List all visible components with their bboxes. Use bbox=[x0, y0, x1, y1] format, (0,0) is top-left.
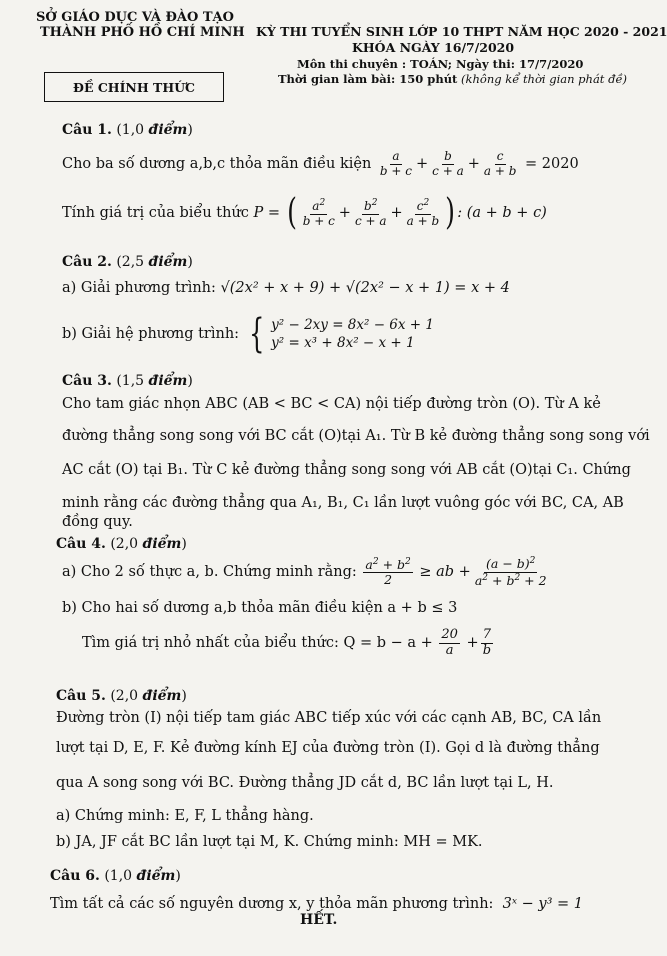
q5-line2: lượt tại D, E, F. Kẻ đường kính EJ của đường tròn (I). Gọi d là đường thẳng bbox=[56, 740, 600, 756]
q6-title: Câu 6. (1,0 điểm) bbox=[50, 868, 181, 884]
header-left-line1: SỞ GIÁO DỤC VÀ ĐÀO TẠO bbox=[36, 10, 234, 25]
q5-a: a) Chứng minh: E, F, L thẳng hàng. bbox=[56, 808, 314, 824]
q4-b: b) Cho hai số dương a,b thỏa mãn điều kiện a + b ≤ 3 bbox=[62, 600, 458, 616]
q3-line4: minh rằng các đường thẳng qua A₁, B₁, C₁ lần lượt vuông góc với BC, CA, AB bbox=[62, 495, 624, 511]
q2-b: b) Giải hệ phương trình: { y² − 2xy = 8x² − 6x + 1 y² = x³ + 8x² − x + 1 bbox=[62, 311, 434, 357]
end-marker: HẾT. bbox=[300, 912, 338, 928]
q2-b-eq1: y² − 2xy = 8x² − 6x + 1 bbox=[271, 316, 434, 333]
q5-title: Câu 5. (2,0 điểm) bbox=[56, 688, 187, 704]
header-right-line2: KHÓA NGÀY 16/7/2020 bbox=[352, 40, 515, 55]
q5-line1: Đường tròn (I) nội tiếp tam giác ABC tiếp xúc với các cạnh AB, BC, CA lần bbox=[56, 710, 602, 726]
q1-line2: Tính giá trị của biểu thức P = ( $\frac{a^2}{b + c}$ + $\frac{b^2}{c + a}$ + $\frac{c^2}{a + b}$ ) : (a + b + c) bbox=[62, 192, 547, 234]
q3-line1: Cho tam giác nhọn ABC (AB < BC < CA) nội tiếp đường tròn (O). Từ A kẻ bbox=[62, 396, 601, 412]
q2-a: a) Giải phương trình: √(2x² + x + 9) + √(2x² − x + 1) = x + 4 bbox=[62, 280, 510, 296]
header-right-line4: Thời gian làm bài: 150 phút (không kể thời gian phát đề) bbox=[278, 72, 628, 86]
q4-c: Tìm giá trị nhỏ nhất của biểu thức: Q = b − a + $\frac{20}{a}$ + $\frac{7}{b}$ bbox=[82, 627, 492, 658]
q3-line2: đường thẳng song song với BC cắt (O)tại A₁. Từ B kẻ đường thẳng song song với bbox=[62, 428, 650, 444]
header-right-line3: Môn thi chuyên : TOÁN; Ngày thi: 17/7/2020 bbox=[297, 57, 584, 71]
q4-title: Câu 4. (2,0 điểm) bbox=[56, 536, 187, 552]
q1-title: Câu 1. (1,0 điểm) bbox=[62, 122, 193, 138]
header-right-line1: KỲ THI TUYỂN SINH LỚP 10 THPT NĂM HỌC 2020 - 2021 bbox=[256, 24, 667, 39]
q5-b: b) JA, JF cắt BC lần lượt tại M, K. Chứng minh: MH = MK. bbox=[56, 834, 483, 850]
q6-line1: Tìm tất cả các số nguyên dương x, y thỏa mãn phương trình: 3ˣ − y³ = 1 bbox=[50, 896, 583, 912]
q2-b-eq2: y² = x³ + 8x² − x + 1 bbox=[271, 335, 415, 351]
q4-a: a) Cho 2 số thực a, b. Chứng minh rằng: $\frac{a^2 + b^2}{2}$ ≥ ab + $\frac{(a - b)^2}{a^2 + b^2 + 2}$ bbox=[62, 556, 547, 588]
q2-title: Câu 2. (2,5 điểm) bbox=[62, 254, 193, 270]
q1-line1: Cho ba số dương a,b,c thỏa mãn điều kiện $\frac{a}{b + c}$ + $\frac{b}{c + a}$ + $\frac{c}{a + b}$ = 2020 bbox=[62, 149, 579, 178]
header-left-line2: THÀNH PHỐ HỒ CHÍ MINH bbox=[40, 25, 245, 40]
q3-line5: đồng quy. bbox=[62, 514, 133, 530]
q6-equation: 3ˣ − y³ = 1 bbox=[502, 896, 583, 912]
q3-title: Câu 3. (1,5 điểm) bbox=[62, 373, 193, 389]
q3-line3: AC cắt (O) tại B₁. Từ C kẻ đường thẳng song song với AB cắt (O)tại C₁. Chứng bbox=[62, 462, 631, 478]
official-box: ĐỀ CHÍNH THỨC bbox=[44, 72, 224, 102]
q5-line3: qua A song song với BC. Đường thẳng JD cắt d, BC lần lượt tại L, H. bbox=[56, 775, 554, 791]
